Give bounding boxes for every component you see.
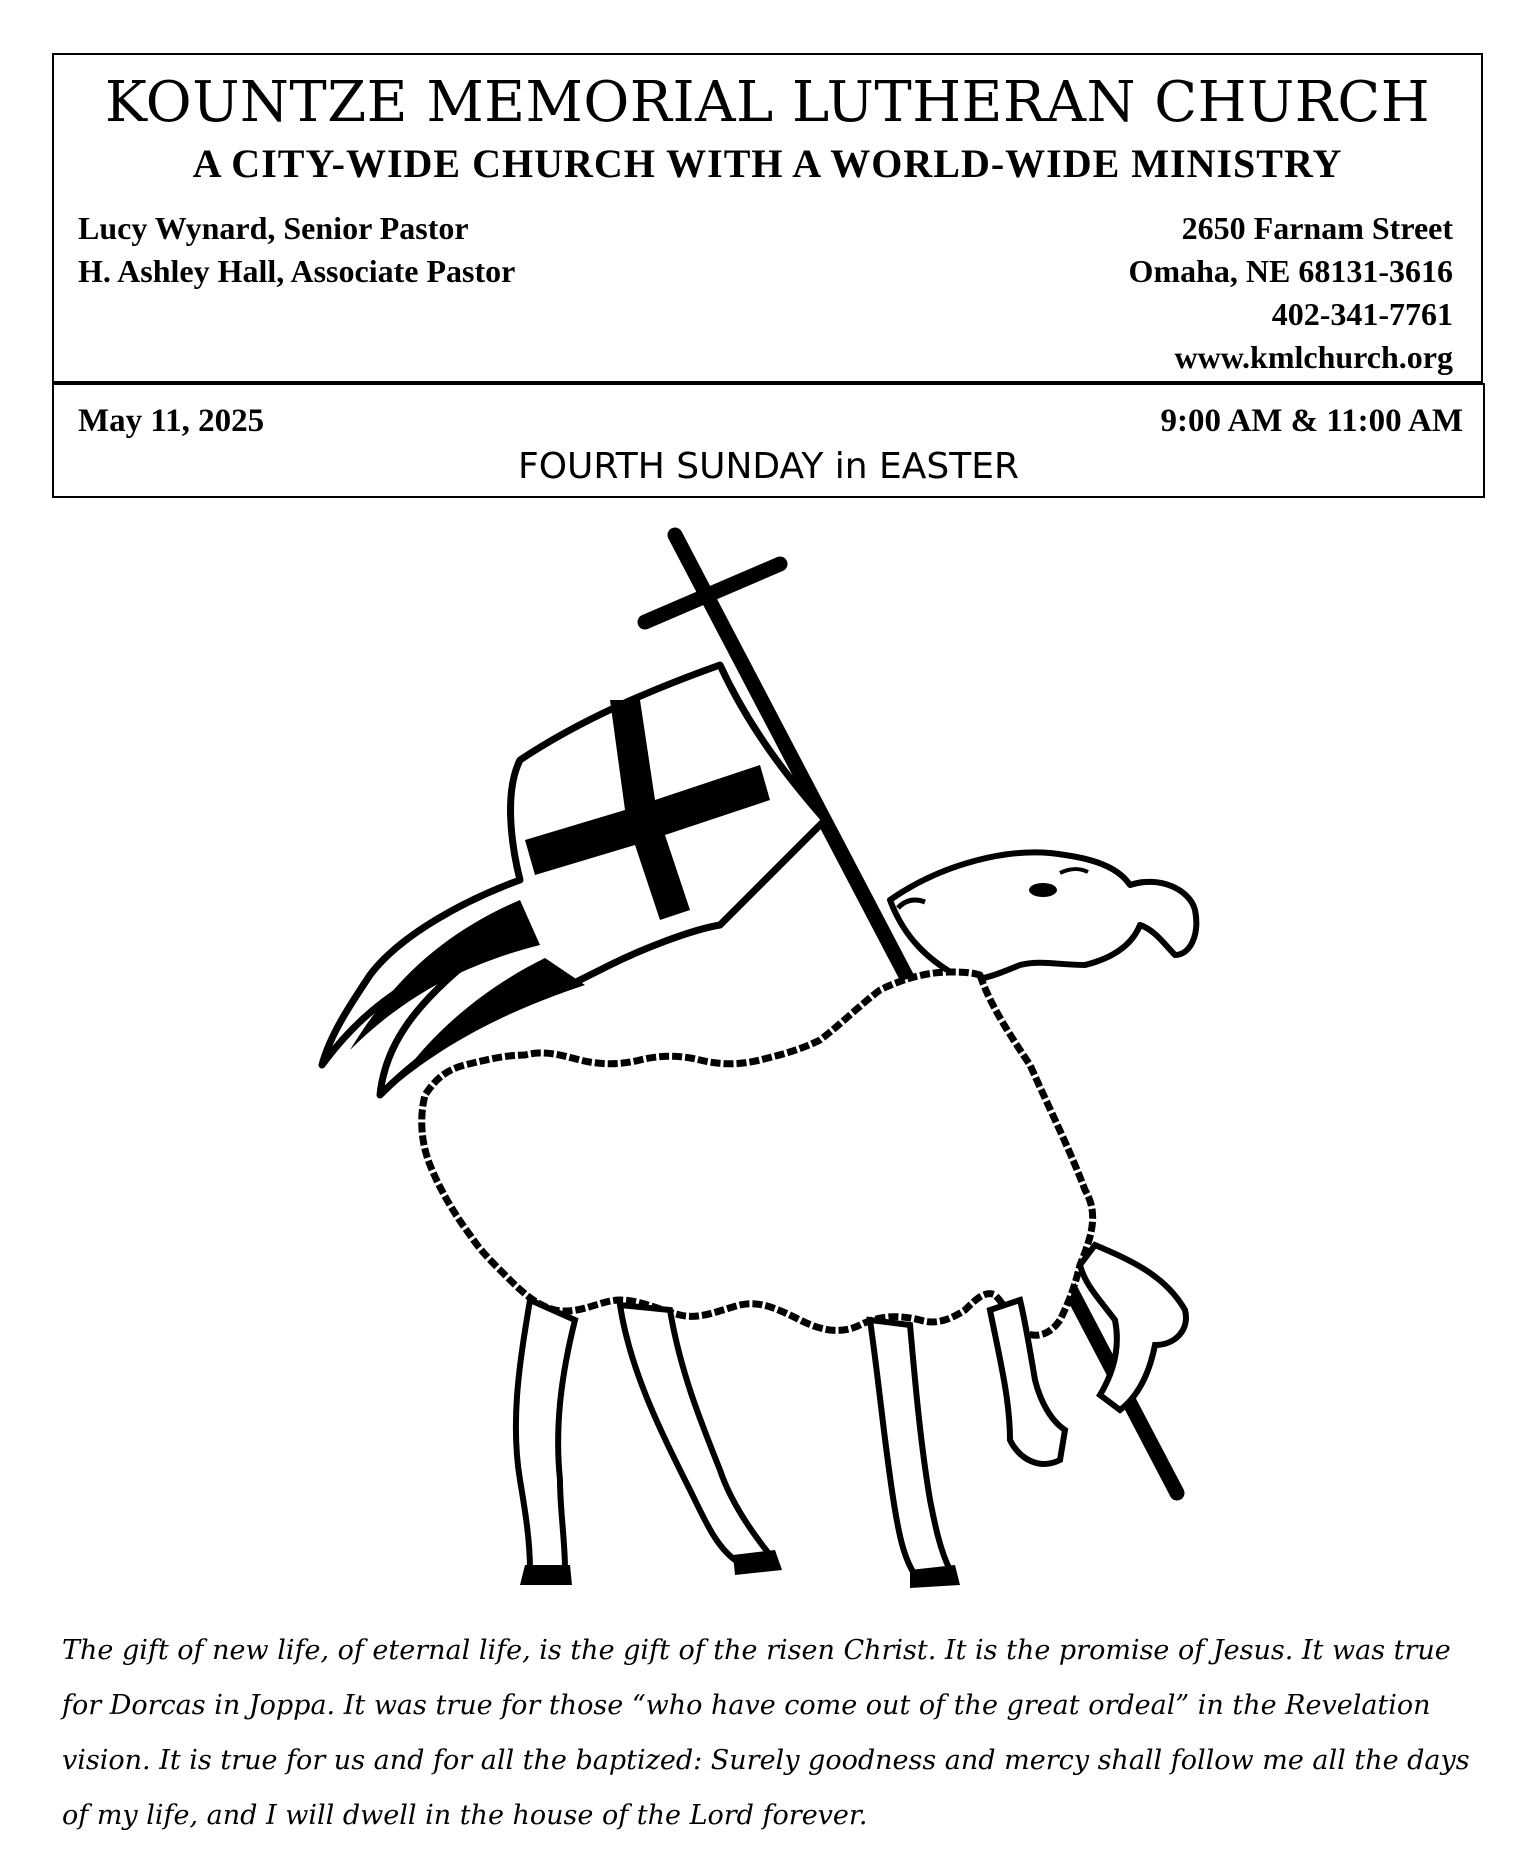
senior-pastor: Lucy Wynard, Senior Pastor xyxy=(78,210,469,246)
church-address xyxy=(1129,207,1453,379)
liturgical-occasion: FOURTH SUNDAY in EASTER xyxy=(517,446,1019,487)
city-state-zip: Omaha, NE 68131-3616 xyxy=(1128,253,1453,289)
church-tagline: A CITY-WIDE CHURCH WITH A WORLD-WIDE MINISTRY xyxy=(192,141,1343,186)
phone-number: 402-341-7761 xyxy=(1271,296,1453,332)
service-times: 9:00 AM & 11:00 AM xyxy=(1160,403,1463,439)
street-address: 2650 Farnam Street xyxy=(1181,210,1453,246)
lamb-with-banner-icon xyxy=(300,520,1240,1600)
pastor-list xyxy=(78,207,515,293)
service-date: May 11, 2025 xyxy=(78,403,265,439)
website-link[interactable]: www.kmlchurch.org xyxy=(1174,339,1453,375)
scripture-reflection: The gift of new life, of eternal life, is the gift of the risen Christ. It is the promise of Jesus. It was true for Dorcas in Joppa. It was true for those “who have come out of the great ordeal” in the Revelation vision. It is true for us and for all the baptized: Surely goodness and mercy shall follow me all the days of my life, and I will dwell in the house of the Lord forever. xyxy=(62,1635,1470,1831)
associate-pastor: H. Ashley Hall, Associate Pastor xyxy=(78,253,516,289)
service-info xyxy=(52,383,1485,498)
church-header xyxy=(52,53,1483,383)
church-name: KOUNTZE MEMORIAL LUTHERAN CHURCH xyxy=(104,70,1431,135)
